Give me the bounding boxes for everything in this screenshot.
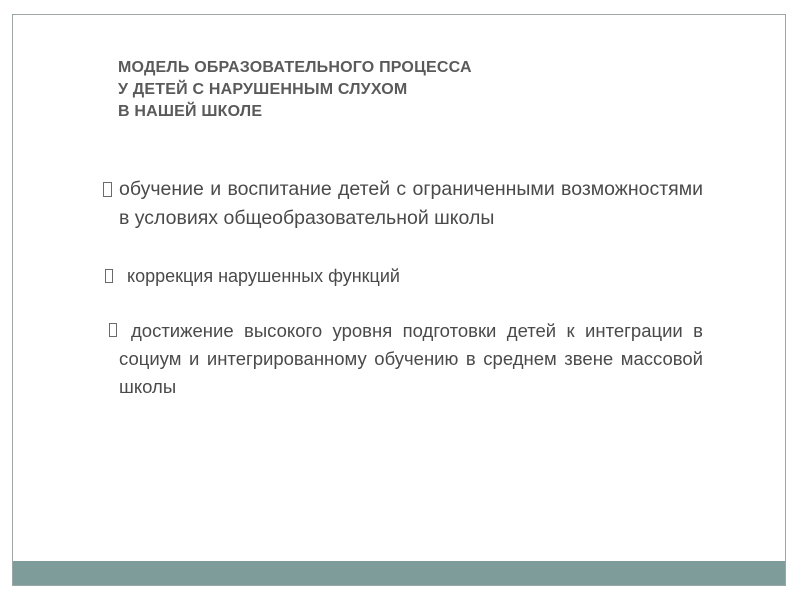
bullet-item xyxy=(109,317,703,401)
bullet-text: обучение и воспитание детей с ограниченными возможностями в условиях общеобразовательной школы xyxy=(119,178,703,229)
title-line-3: В НАШЕЙ ШКОЛЕ xyxy=(118,103,263,120)
slide xyxy=(12,14,786,586)
footer-band xyxy=(13,561,785,585)
bullet-item xyxy=(109,175,703,233)
bullet-text: коррекция нарушенных функций xyxy=(127,266,400,286)
bullet-marker-icon xyxy=(103,182,112,197)
bullet-list xyxy=(109,175,703,401)
bullet-text: достижение высокого уровня подготовки детей к интеграции в социум и интегрированному обучению в среднем звене массовой школы xyxy=(119,320,703,397)
title-line-1: МОДЕЛЬ ОБРАЗОВАТЕЛЬНОГО ПРОЦЕССА xyxy=(118,59,472,76)
bullet-marker-icon xyxy=(109,323,117,337)
slide-title xyxy=(118,57,472,123)
bullet-marker-icon xyxy=(105,269,113,283)
title-line-2: У ДЕТЕЙ С НАРУШЕННЫМ СЛУХОМ xyxy=(118,81,408,98)
bullet-item xyxy=(105,263,703,289)
